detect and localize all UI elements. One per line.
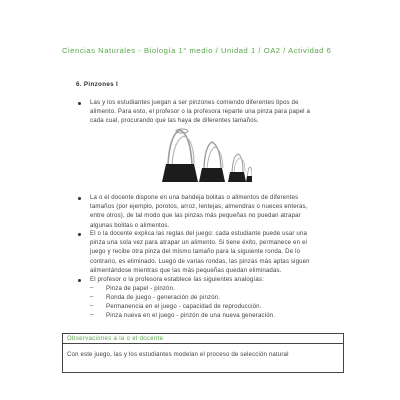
tiny-binder-clip bbox=[246, 167, 252, 182]
analogy-dash-2: – bbox=[90, 293, 94, 300]
bullet-3-line-5: alimentándose mientras que las más pequeñas quedan eliminadas. bbox=[90, 266, 282, 274]
bullet-3-text bbox=[90, 229, 360, 275]
bullet-4-dot bbox=[78, 279, 81, 282]
bullet-2-text bbox=[90, 193, 360, 230]
bullet-2-dot bbox=[78, 197, 81, 200]
observations-heading: Observaciones a la o el docente bbox=[63, 334, 343, 344]
bullet-2-line-1: La o el docente dispone en una bandeja bolitas o alimentos de diferentes bbox=[90, 194, 299, 201]
bullet-2-line-2: tamaños (por ejemplo, porotos, arroz, lentejas, almendras o nueces enteras, bbox=[90, 203, 308, 211]
bullet-1-line-2: alimento. Para esto, el profesor o la profesora reparte una pinza para papel a bbox=[90, 108, 311, 116]
analogy-dash-4: – bbox=[90, 311, 94, 318]
analogy-item-1: Pinza de papel - pinzón. bbox=[106, 285, 175, 292]
bullet-1-line-1: Las y los estudiantes juegan a ser pinzones comiendo diferentes tipos de bbox=[90, 99, 299, 106]
page-header: Ciencias Naturales - Biología 1° medio / Unidad 1 / OA2 / Actividad 6 bbox=[62, 46, 332, 55]
bullet-3-line-2: pinza una sola vez para atrapar un alimento. Si tiene éxito, permanece en el bbox=[90, 239, 308, 247]
bullet-3-line-1: El o la docente explica las reglas del juego: cada estudiante puede usar una bbox=[90, 230, 308, 237]
small-binder-clip bbox=[228, 154, 246, 182]
observations-text: Con este juego, las y los estudiantes modelan el proceso de selección natural bbox=[67, 351, 289, 358]
bullet-4-text bbox=[90, 275, 360, 284]
large-binder-clip bbox=[162, 129, 198, 182]
bullet-1-text bbox=[90, 98, 360, 126]
section-title: 6. Pinzones I bbox=[76, 81, 119, 88]
bullet-3-line-3: juego y recibe otra pinza del mismo tamaño para la siguiente ronda. De lo bbox=[90, 248, 301, 256]
analogy-item-4: Pinza nueva en el juego - pinzón de una nueva generación. bbox=[106, 312, 276, 319]
bullet-4-line-1: El profesor o la profesora establece las siguientes analogías: bbox=[90, 276, 264, 283]
bullet-1-line-3: cada cual, procurando que las haya de diferentes tamaños. bbox=[90, 117, 259, 125]
observations-box bbox=[62, 333, 344, 373]
bullet-1-dot bbox=[78, 102, 81, 105]
binder-clips-figure bbox=[160, 124, 252, 186]
bullet-3-dot bbox=[78, 233, 81, 236]
analogy-item-3: Permanencia en el juego - capacidad de reproducción. bbox=[106, 303, 262, 310]
bullet-2-line-4: algunas bolitas o alimentos. bbox=[90, 221, 170, 229]
analogy-dash-3: – bbox=[90, 302, 94, 309]
bullet-3-line-4: contrario, es eliminado. Luego de varias rondas, las pinzas más aptas siguen bbox=[90, 257, 310, 265]
bullet-2-line-3: entre otros), de tal modo que las pinzas más pequeñas no puedan atrapar bbox=[90, 212, 301, 220]
binder-clips-icon bbox=[160, 124, 252, 186]
medium-binder-clip bbox=[199, 142, 225, 182]
analogy-dash-1: – bbox=[90, 284, 94, 291]
analogy-item-2: Ronda de juego - generación de pinzón. bbox=[106, 294, 221, 301]
